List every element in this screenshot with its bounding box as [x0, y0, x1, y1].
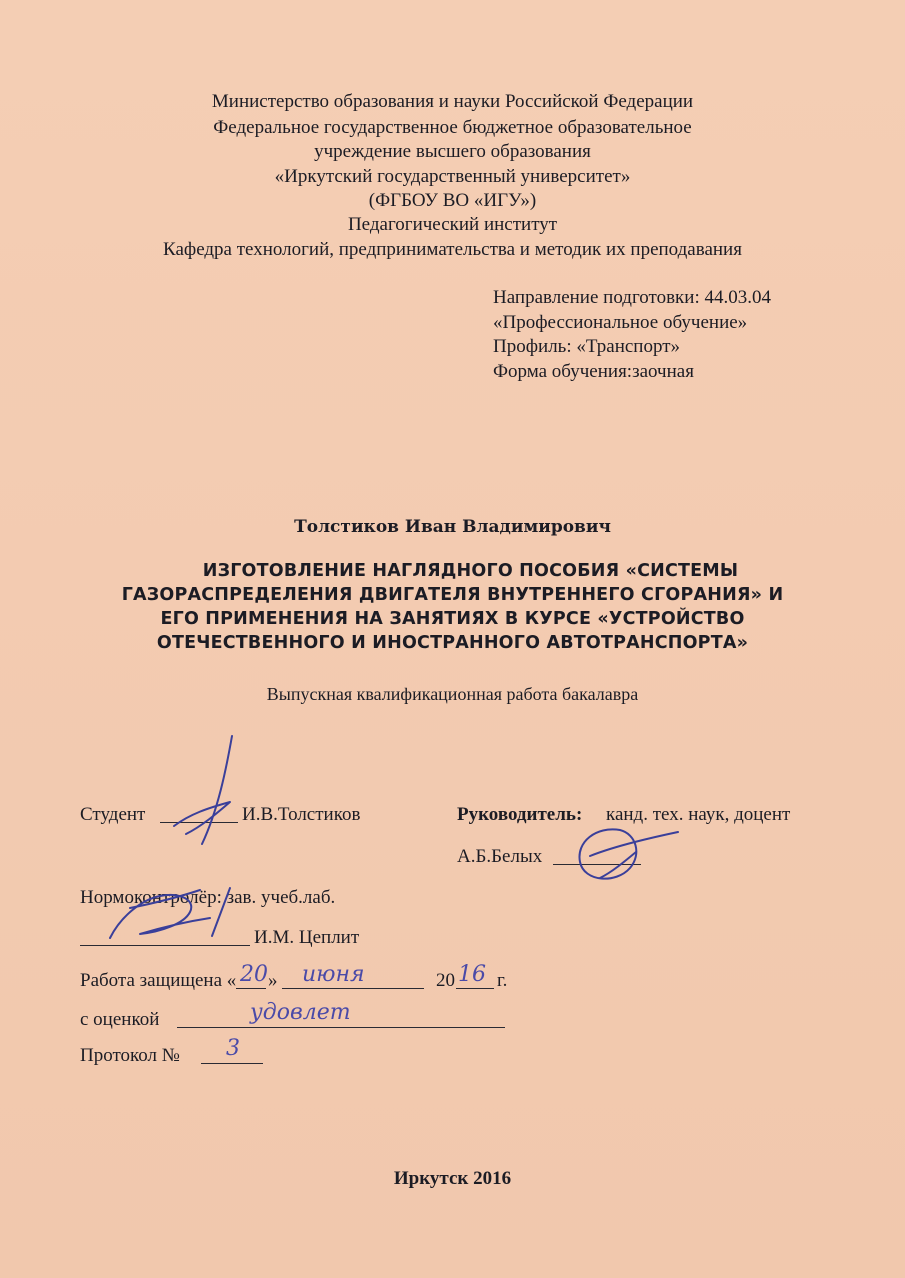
defense-day: 20 — [240, 962, 268, 987]
supervisor-degree: канд. тех. наук, доцент — [606, 804, 791, 825]
program-study-form: Форма обучения:заочная — [493, 361, 694, 382]
thesis-title-line-3: ЕГО ПРИМЕНЕНИЯ НА ЗАНЯТИЯХ В КУРСЕ «УСТРОЙСТВО — [160, 609, 745, 629]
supervisor-name: А.Б.Белых — [457, 846, 543, 867]
program-direction-name: «Профессиональное обучение» — [493, 312, 748, 333]
student-label: Студент — [80, 804, 146, 825]
department-name: Кафедра технологий, предпринимательства и методик их преподавания — [163, 239, 742, 260]
thesis-title-line-4: ОТЕЧЕСТВЕННОГО И ИНОСТРАННОГО АВТОТРАНСПОРТА» — [156, 633, 749, 653]
institute-name: Педагогический институт — [347, 214, 558, 235]
thesis-title-line-1: ИЗГОТОВЛЕНИЕ НАГЛЯДНОГО ПОСОБИЯ «СИСТЕМЫ — [202, 561, 739, 581]
normcontroller-signature — [100, 878, 250, 948]
protocol-label: Протокол № — [80, 1045, 180, 1066]
institution-line-2: учреждение высшего образования — [314, 141, 591, 162]
program-direction: Направление подготовки: 44.03.04 — [493, 287, 771, 308]
defense-day-line — [236, 988, 266, 989]
defense-label: Работа защищена « — [80, 970, 237, 991]
program-profile: Профиль: «Транспорт» — [493, 336, 681, 357]
author-name: Толстиков Иван Владимирович — [294, 517, 611, 537]
protocol-line — [201, 1063, 263, 1064]
grade-line — [177, 1027, 505, 1028]
supervisor-label: Руководитель: — [457, 804, 583, 825]
defense-close-quote: » — [268, 970, 278, 991]
defense-year-suffix: 16 — [458, 962, 486, 987]
protocol-number: 3 — [226, 1036, 240, 1061]
supervisor-signature — [560, 812, 680, 892]
student-name: И.В.Толстиков — [242, 804, 361, 825]
grade-value: удовлет — [250, 1000, 351, 1025]
institution-line-1: Федеральное государственное бюджетное образовательное — [213, 117, 692, 138]
defense-month: июня — [302, 962, 365, 987]
defense-year-unit: г. — [497, 970, 508, 991]
footer-city-year: Иркутск 2016 — [393, 1168, 512, 1189]
work-type: Выпускная квалификационная работа бакалавра — [266, 684, 639, 704]
defense-year-line — [456, 988, 494, 989]
ministry-line: Министерство образования и науки Российской Федерации — [211, 91, 694, 112]
thesis-title-line-2: ГАЗОРАСПРЕДЕЛЕНИЯ ДВИГАТЕЛЯ ВНУТРЕННЕГО СГОРАНИЯ» И — [121, 585, 784, 605]
normcontroller-label: Нормоконтролёр: зав. учеб.лаб. — [80, 887, 336, 908]
grade-label: с оценкой — [80, 1009, 160, 1030]
university-name: «Иркутский государственный университет» — [274, 166, 631, 187]
defense-year-prefix: 20 — [436, 970, 455, 991]
normcontroller-name: И.М. Цеплит — [254, 927, 360, 948]
defense-month-line — [282, 988, 424, 989]
student-signature — [160, 730, 250, 850]
university-abbrev: (ФГБОУ ВО «ИГУ») — [368, 190, 537, 211]
